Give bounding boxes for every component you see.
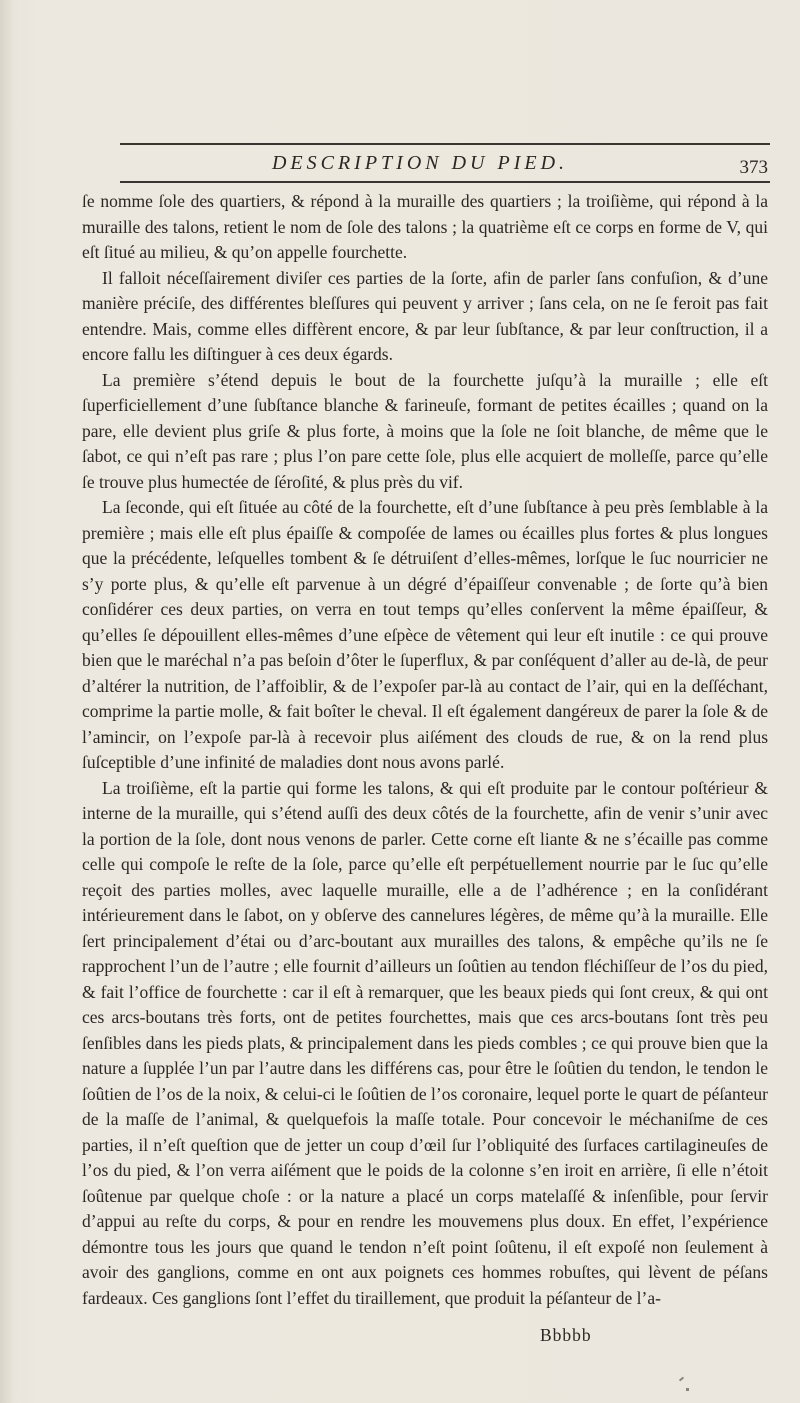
paragraph: La troiſième, eſt la partie qui forme les talons, & qui eſt produite par le contour poſtérieur & interne de la muraille, qui s’étend auſſi des deux côtés de la fourchette, afin de venir s’unir avec la portion de la ſole, dont nous venons de parler. Cette corne eſt liante & ne s’écaille pas comme celle qui compoſe le reſte de la ſole, parce qu’elle eſt perpétuellement nourrie par le ſuc qu’elle reçoit des parties molles, avec laquelle muraille, elle a de l’adhérence ; en la conſidérant intérieurement dans le ſabot, on y obſerve des cannelures légères, de même qu’à la muraille. Elle ſert principalement d’étai ou d’arc-boutant aux murailles des talons, & empêche qu’ils ne ſe rapprochent l’un de l’autre ; elle fournit d’ailleurs un ſoûtien au tendon fléchiſſeur de l’os du pied, & fait l’office de fourchette : car il eſt à remarquer, que les beaux pieds qui ſont creux, & qui ont ces arcs-boutans très forts, ont de petites fourchettes, mais que ces arcs-boutans ſont très peu ſenſibles dans les pieds plats, & principalement dans les pieds combles ; ce qui prouve bien que la nature a ſupplée l’un par l’autre dans les différens cas, pour être le ſoûtien du tendon, le tendon le ſoûtien de l’os de la noix, & celui-ci le ſoûtien de l’os coronaire, lequel porte le quart de péſanteur de la maſſe de l’animal, & quelquefois la maſſe totale. Pour concevoir le méchaniſme de ces parties, il n’eſt queſtion que de jetter un coup d’œil ſur l’obliquité des ſurfaces cartilagineuſes de l’os du pied, & l’on verra aiſément que le poids de la colonne s’en iroit en arrière, ſi elle n’étoit ſoûtenue par quelque choſe : or la nature a placé un corps matelaſſé & inſenſible, pour ſervir d’appui au reſte du corps, & pour en rendre les mouvemens plus doux. En effet, l’expérience démontre tous les jours que quand le tendon n’eſt point ſoûtenu, il eſt expoſé non ſeulement à avoir des ganglions, comme en ont aux poignets ces hommes robuſtes, qui lèvent de péſans fardeaux. Ces ganglions ſont l’effet du tiraillement, que produit la péſanteur de l’a- xyxy=(82,777,768,1308)
header-rule-top xyxy=(120,143,770,145)
running-head: DESCRIPTION DU PIED. xyxy=(271,152,569,174)
paragraph: La première s’étend depuis le bout de la fourchette juſqu’à la muraille ; elle eſt ſuperficiellement d’une ſubſtance blanche & farineuſe, formant de petites écailles ; quand on la pare, elle devient plus griſe & plus forte, à moins que la ſole ne ſoit blanche, de même que le ſabot, ce qui n’eſt pas rare ; plus l’on pare cette ſole, plus elle acquiert de molleſſe, parce qu’elle ſe trouve plus humectée de ſéroſité, & plus près du vif. xyxy=(82,369,768,492)
paper-speck xyxy=(679,1377,684,1382)
body-text xyxy=(82,189,768,1311)
header-rule-bottom xyxy=(120,181,770,183)
paragraph: Il falloit néceſſairement diviſer ces parties de la ſorte, afin de parler ſans confuſion, & d’une manière préciſe, des différentes bleſſures qui peuvent y arriver ; ſans cela, on ne ſe feroit pas fait entendre. Mais, comme elles diffèrent encore, & par leur ſubſtance, & par leur conſtruction, il a encore fallu les diſtinguer à ces deux égards. xyxy=(82,267,768,364)
signature-mark: Bbbbb xyxy=(540,1325,592,1345)
page-number: 373 xyxy=(739,157,768,178)
paper-speck xyxy=(686,1388,689,1391)
paragraph: ſe nomme ſole des quartiers, & répond à la muraille des quartiers ; la troiſième, qui répond à la muraille des talons, retient le nom de ſole des talons ; la quatrième eſt ce corps en forme de V, qui eſt ſitué au milieu, & qu’on appelle fourchette. xyxy=(82,191,768,262)
paragraph: La ſeconde, qui eſt ſituée au côté de la fourchette, eſt d’une ſubſtance à peu près ſemblable à la première ; mais elle eſt plus épaiſſe & compoſée de lames ou écailles plus fortes & plus longues que la précédente, leſquelles tombent & ſe détruiſent d’elles-mêmes, lorſque le ſuc nourricier ne s’y porte plus, & qu’elle eſt parvenue à un dégré d’épaiſſeur convenable ; de ſorte qu’à bien conſidérer ces deux parties, on verra en tout temps qu’elles conſervent la même épaiſſeur, & qu’elles ſe dépouillent elles-mêmes d’une eſpèce de vêtement qui leur eſt inutile : ce qui prouve bien que le maréchal n’a pas beſoin d’ôter le ſuperflux, & par conſéquent d’aller au de-là, de peur d’altérer la nutrition, de l’affoiblir, & de l’expoſer par-là au contact de l’air, qui en la deſſéchant, comprime la partie molle, & fait boîter le cheval. Il eſt également dangéreux de parer la ſole & de l’amincir, on l’expoſe par-là à recevoir plus aiſément des clouds de rue, & on la rend plus ſuſceptible d’une infinité de maladies dont nous avons parlé. xyxy=(82,497,768,772)
